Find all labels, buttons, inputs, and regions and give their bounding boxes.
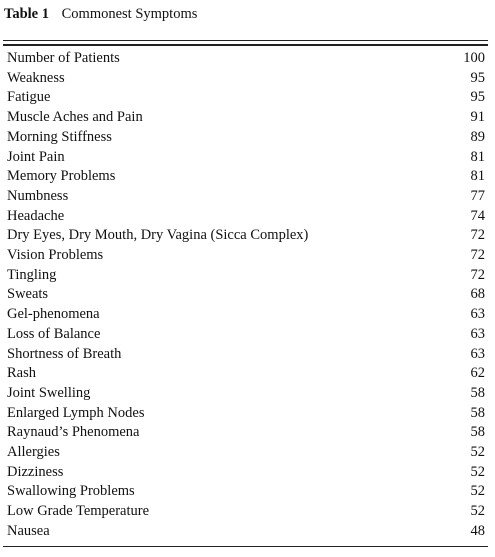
- symptom-count: 48: [470, 522, 485, 539]
- table-row: [7, 384, 485, 404]
- symptom-count: 100: [463, 50, 485, 66]
- symptom-name: Shortness of Breath: [7, 345, 122, 362]
- symptom-count: 68: [470, 286, 485, 303]
- symptom-count: 72: [470, 266, 485, 283]
- symptom-count: 95: [470, 89, 485, 106]
- table-row: [7, 128, 485, 148]
- table-row: [7, 463, 485, 483]
- symptom-name: Number of Patients: [7, 50, 120, 66]
- symptom-name: Rash: [7, 365, 36, 382]
- symptom-name: Vision Problems: [7, 247, 104, 263]
- symptom-count: 89: [470, 128, 485, 145]
- symptom-count: 58: [470, 424, 485, 441]
- symptom-name: Dizziness: [7, 463, 64, 480]
- symptom-count: 77: [470, 187, 485, 204]
- table-row: [7, 285, 485, 305]
- table-title: Commonest Symptoms: [61, 6, 198, 22]
- table-row: [7, 69, 485, 89]
- table-label: Table 1: [4, 6, 49, 22]
- table-row: [7, 108, 485, 128]
- symptom-count: 74: [470, 207, 485, 224]
- symptom-name: Muscle Aches and Pain: [7, 109, 143, 126]
- symptom-count: 52: [470, 483, 485, 500]
- symptom-name: Raynaud’s Phenomena: [7, 424, 140, 441]
- symptom-name: Weakness: [7, 69, 65, 86]
- bottom-rule: [3, 546, 488, 547]
- table-row: [7, 246, 485, 266]
- symptom-count: 63: [470, 345, 485, 362]
- top-rule-thin: [3, 40, 488, 41]
- symptom-name: Joint Pain: [7, 148, 65, 165]
- table-row: [7, 522, 485, 542]
- symptom-name: Enlarged Lymph Nodes: [7, 404, 145, 421]
- symptom-name: Tingling: [7, 266, 57, 283]
- table-row: [7, 167, 485, 187]
- symptom-name: Morning Stiffness: [7, 128, 112, 145]
- table-row: [7, 502, 485, 522]
- symptom-name: Low Grade Temperature: [7, 503, 150, 520]
- symptom-name: Joint Swelling: [7, 384, 91, 401]
- symptom-count: 52: [470, 444, 485, 460]
- symptom-count: 52: [470, 503, 485, 520]
- table-row: [7, 364, 485, 384]
- symptom-count: 81: [470, 168, 485, 185]
- symptom-name: Allergies: [7, 444, 60, 460]
- symptom-count: 63: [470, 306, 485, 323]
- table-row: [7, 482, 485, 502]
- table-row: [7, 404, 485, 424]
- table-row: [7, 423, 485, 443]
- top-rule-thick: [3, 44, 488, 46]
- symptom-count: 58: [470, 404, 485, 421]
- table-row: [7, 325, 485, 345]
- symptom-count: 91: [470, 109, 485, 126]
- symptom-name: Headache: [7, 207, 65, 224]
- symptom-count: 63: [470, 325, 485, 342]
- table-row: [7, 148, 485, 168]
- symptom-count: 81: [470, 148, 485, 165]
- symptom-count: 52: [470, 463, 485, 480]
- symptom-name: Fatigue: [7, 89, 51, 106]
- symptom-name: Loss of Balance: [7, 325, 101, 342]
- table-row: [7, 443, 485, 463]
- symptom-name: Swallowing Problems: [7, 483, 135, 500]
- symptom-name: Dry Eyes, Dry Mouth, Dry Vagina (Sicca Complex): [7, 227, 309, 244]
- symptom-count: 72: [470, 247, 485, 263]
- symptom-name: Nausea: [7, 522, 50, 539]
- table-row: [7, 305, 485, 325]
- symptom-name: Numbness: [7, 187, 69, 204]
- table-row: [7, 49, 485, 69]
- symptom-count: 58: [470, 384, 485, 401]
- symptom-count: 95: [470, 69, 485, 86]
- table-caption: [4, 5, 197, 23]
- table-row: [7, 226, 485, 246]
- table-row: [7, 266, 485, 286]
- table-row: [7, 88, 485, 108]
- symptom-count: 62: [470, 365, 485, 382]
- symptom-name: Memory Problems: [7, 168, 116, 185]
- symptom-name: Sweats: [7, 286, 49, 303]
- symptom-name: Gel-phenomena: [7, 306, 100, 323]
- table-row: [7, 207, 485, 227]
- symptom-count: 72: [470, 227, 485, 244]
- table-row: [7, 345, 485, 365]
- table-row: [7, 187, 485, 207]
